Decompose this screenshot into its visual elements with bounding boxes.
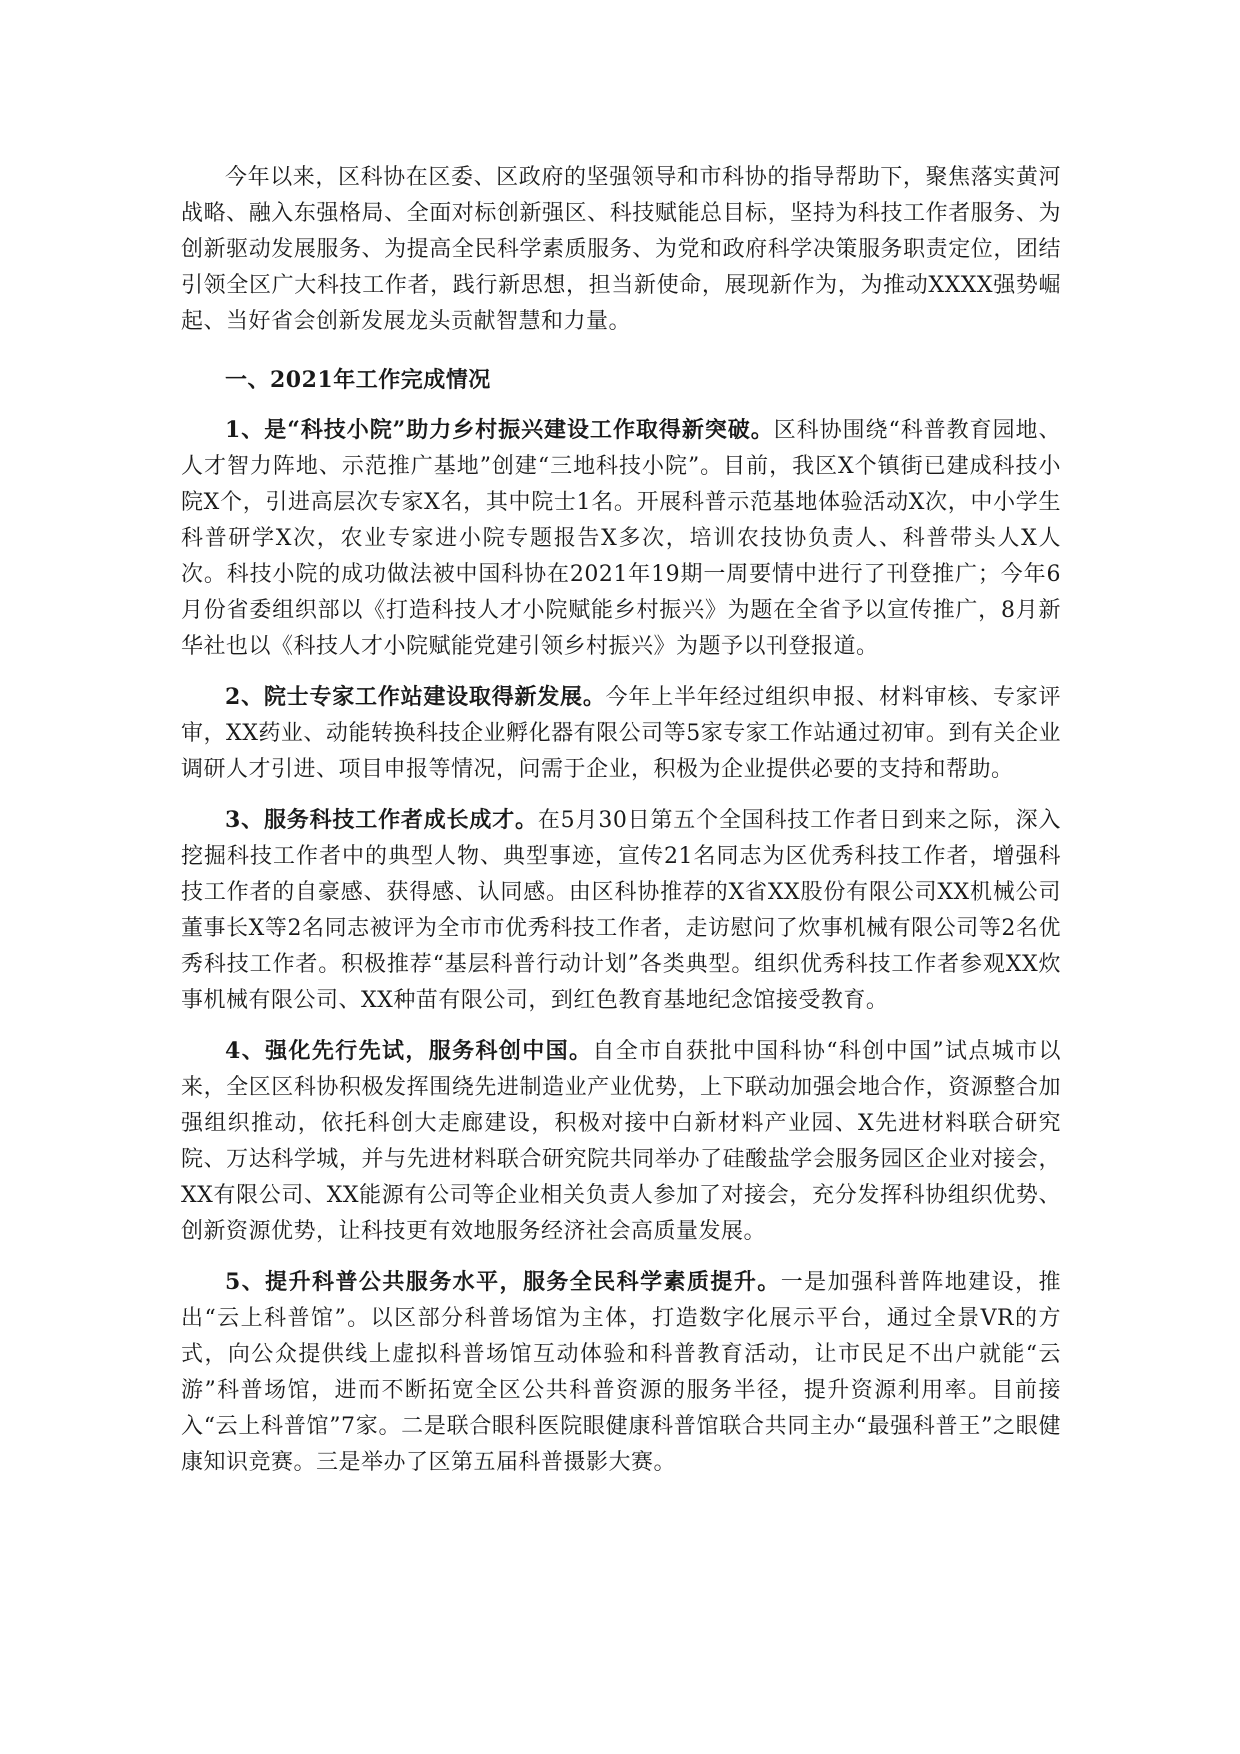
item-body-4: 自全市自获批中国科协“科创中国”试点城市以来，全区区科协积极发挥围绕先进制造业产业优势，上下联动加强会地合作，资源整合加强组织推动，依托科创大走廊建设，积极对接中白新材料产业园、X先进材料联合研究院、万达科学城，并与先进材料联合研究院共同举办了硅酸盐学会服务园区企业对接会，XX有限公司、XX能源有公司等企业相关负责人参加了对接会，充分发挥科协组织优势、创新资源优势，让科技更有效地服务经济社会高质量发展。 <box>181 1039 1062 1244</box>
item-lead-3: 3、服务科技工作者成长成才。 <box>225 807 538 833</box>
item-lead-2: 2、院士专家工作站建设取得新发展。 <box>225 684 606 710</box>
item-paragraph-4 <box>181 1033 1061 1250</box>
item-body-1: 区科协围绕“科普教育园地、人才智力阵地、示范推广基地”创建“三地科技小院”。目前，我区X个镇街已建成科技小院X个，引进高层次专家X名，其中院士1名。开展科普示范基地体验活动X次，中小学生科普研学X次，农业专家进小院专题报告X多次，培训农技协负责人、科普带头人X人次。科技小院的成功做法被中国科协在2021年19期一周要情中进行了刊登推广；今年6月份省委组织部以《打造科技人才小院赋能乡村振兴》为题在全省予以宣传推广，8月新华社也以《科技人才小院赋能党建引领乡村振兴》为题予以刊登报道。 <box>181 418 1062 659</box>
item-paragraph-3 <box>181 802 1061 1019</box>
item-body-5: 一是加强科普阵地建设，推出“云上科普馆”。以区部分科普场馆为主体，打造数字化展示平台，通过全景VR的方式，向公众提供线上虚拟科普场馆互动体验和科普教育活动，让市民足不出户就能“云游”科普场馆，进而不断拓宽全区公共科普资源的服务半径，提升资源利用率。目前接入“云上科普馆”7家。二是联合眼科医院眼健康科普馆联合共同主办“最强科普王”之眼健康知识竞赛。三是举办了区第五届科普摄影大赛。 <box>181 1270 1061 1475</box>
intro-paragraph: 今年以来，区科协在区委、区政府的坚强领导和市科协的指导帮助下，聚焦落实黄河战略、融入东强格局、全面对标创新强区、科技赋能总目标，坚持为科技工作者服务、为创新驱动发展服务、为提高全民科学素质服务、为党和政府科学决策服务职责定位，团结引领全区广大科技工作者，践行新思想，担当新使命，展现新作为，为推动XXXX强势崛起、当好省会创新发展龙头贡献智慧和力量。 <box>181 165 1061 334</box>
item-paragraph-1 <box>181 412 1061 665</box>
document-page <box>181 160 1061 1481</box>
item-paragraph-2 <box>181 679 1061 788</box>
item-lead-4: 4、强化先行先试，服务科创中国。 <box>225 1038 593 1064</box>
item-body-2: 今年上半年经过组织申报、材料审核、专家评审，XX药业、动能转换科技企业孵化器有限公司等5家专家工作站通过初审。到有关企业调研人才引进、项目申报等情况，问需于企业，积极为企业提供必要的支持和帮助。 <box>181 685 1061 782</box>
item-body-3: 在5月30日第五个全国科技工作者日到来之际，深入挖掘科技工作者中的典型人物、典型事迹，宣传21名同志为区优秀科技工作者，增强科技工作者的自豪感、获得感、认同感。由区科协推荐的X省XX股份有限公司XX机械公司董事长X等2名同志被评为全市市优秀科技工作者，走访慰问了炊事机械有限公司等2名优秀科技工作者。积极推荐“基层科普行动计划”各类典型。组织优秀科技工作者参观XX炊事机械有限公司、XX种苗有限公司，到红色教育基地纪念馆接受教育。 <box>181 808 1061 1013</box>
section-heading: 一、2021年工作完成情况 <box>225 367 491 393</box>
item-paragraph-5 <box>181 1264 1061 1481</box>
item-lead-1: 1、是“科技小院”助力乡村振兴建设工作取得新突破。 <box>225 417 774 443</box>
item-lead-5: 5、提升科普公共服务水平，服务全民科学素质提升。 <box>225 1269 781 1295</box>
